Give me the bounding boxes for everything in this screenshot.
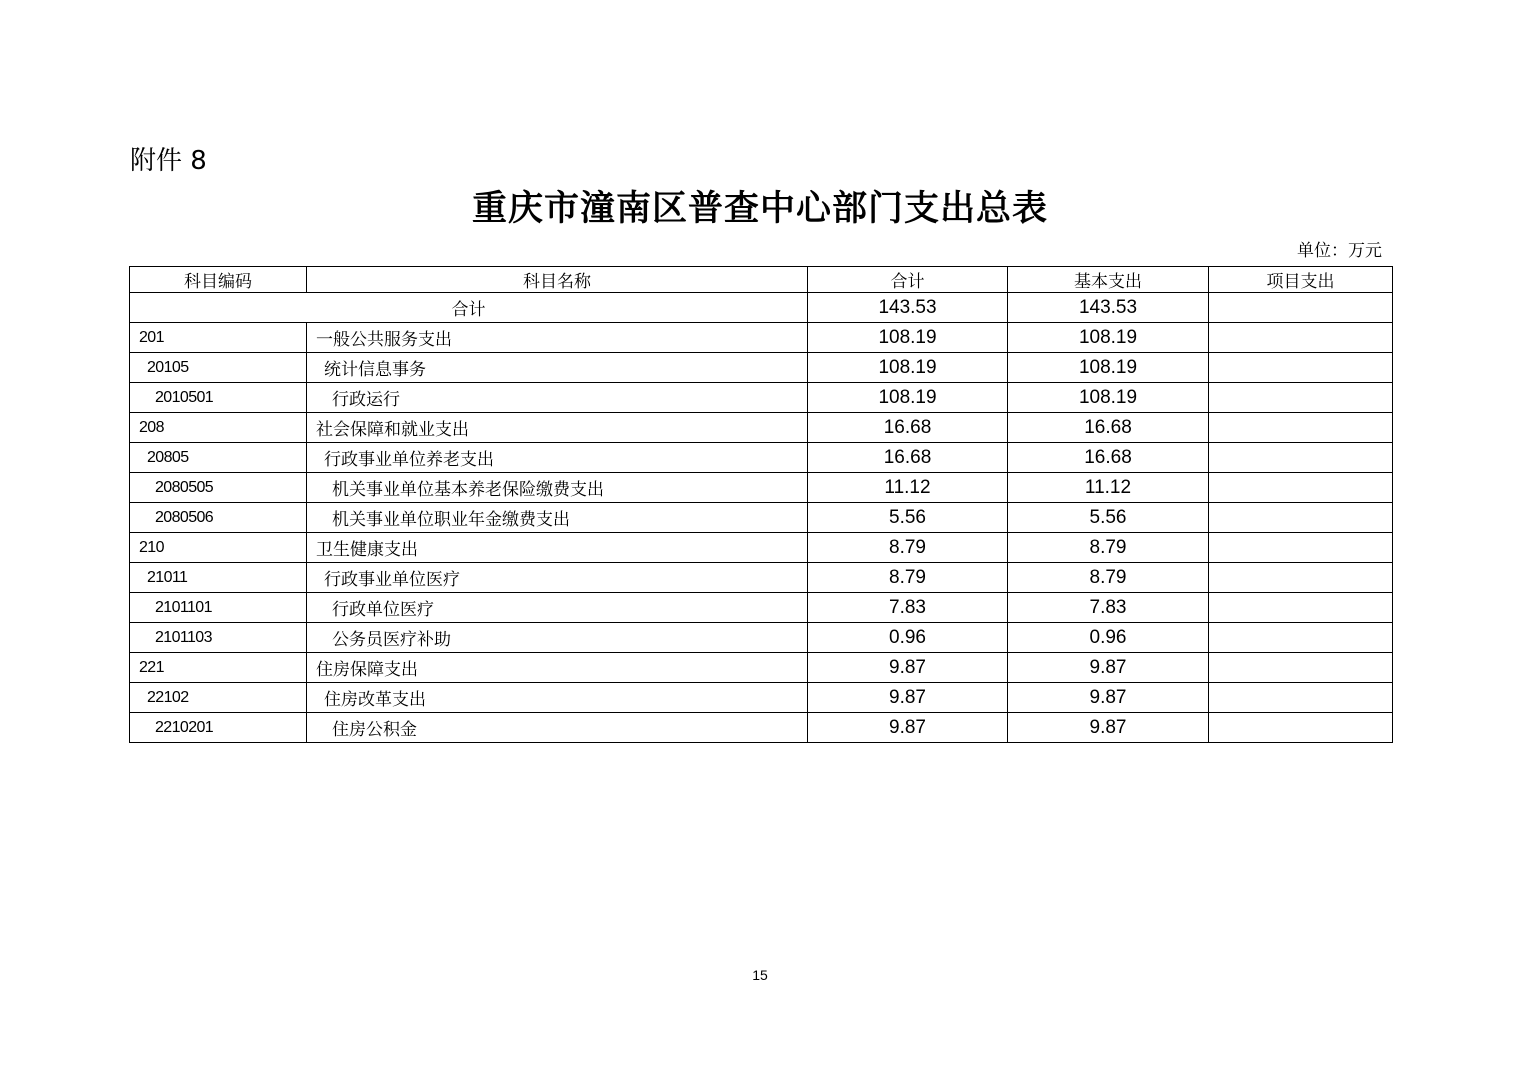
table-row — [130, 323, 1393, 353]
row-name: 机关事业单位基本养老保险缴费支出 — [307, 473, 808, 503]
row-name: 统计信息事务 — [307, 353, 808, 383]
row-code: 20105 — [130, 353, 307, 383]
row-project — [1209, 383, 1393, 413]
row-project — [1209, 473, 1393, 503]
header-basic-expenditure: 基本支出 — [1008, 267, 1209, 293]
header-project-expenditure: 项目支出 — [1209, 267, 1393, 293]
row-code: 210 — [130, 533, 307, 563]
row-project — [1209, 443, 1393, 473]
table-row — [130, 623, 1393, 653]
row-code: 20805 — [130, 443, 307, 473]
row-total: 8.79 — [808, 533, 1008, 563]
row-code: 201 — [130, 323, 307, 353]
table-row — [130, 383, 1393, 413]
expenditure-table — [129, 266, 1393, 743]
row-basic: 16.68 — [1008, 413, 1209, 443]
row-basic: 108.19 — [1008, 383, 1209, 413]
row-total: 9.87 — [808, 713, 1008, 743]
header-subject-name: 科目名称 — [307, 267, 808, 293]
row-project — [1209, 683, 1393, 713]
row-name: 住房改革支出 — [307, 683, 808, 713]
row-basic: 8.79 — [1008, 533, 1209, 563]
row-name: 机关事业单位职业年金缴费支出 — [307, 503, 808, 533]
attachment-label: 附件 8 — [130, 146, 207, 176]
row-total: 9.87 — [808, 653, 1008, 683]
row-project — [1209, 323, 1393, 353]
total-row-label: 合计 — [130, 293, 808, 323]
table-row — [130, 713, 1393, 743]
table-row — [130, 683, 1393, 713]
row-name: 社会保障和就业支出 — [307, 413, 808, 443]
row-project — [1209, 413, 1393, 443]
row-name: 住房公积金 — [307, 713, 808, 743]
row-project — [1209, 353, 1393, 383]
total-row-total: 143.53 — [808, 293, 1008, 323]
row-code: 2101103 — [130, 623, 307, 653]
row-basic: 9.87 — [1008, 713, 1209, 743]
row-project — [1209, 713, 1393, 743]
table-row — [130, 353, 1393, 383]
row-code: 221 — [130, 653, 307, 683]
page-title: 重庆市潼南区普查中心部门支出总表 — [471, 188, 1048, 229]
row-basic: 7.83 — [1008, 593, 1209, 623]
row-total: 11.12 — [808, 473, 1008, 503]
table-row — [130, 473, 1393, 503]
total-row-basic: 143.53 — [1008, 293, 1209, 323]
row-name: 行政事业单位医疗 — [307, 563, 808, 593]
row-code: 22102 — [130, 683, 307, 713]
row-project — [1209, 623, 1393, 653]
row-basic: 8.79 — [1008, 563, 1209, 593]
row-basic: 9.87 — [1008, 653, 1209, 683]
row-total: 108.19 — [808, 383, 1008, 413]
table-row — [130, 563, 1393, 593]
table-row — [130, 413, 1393, 443]
row-basic: 5.56 — [1008, 503, 1209, 533]
row-code: 2210201 — [130, 713, 307, 743]
row-name: 行政运行 — [307, 383, 808, 413]
row-total: 108.19 — [808, 323, 1008, 353]
row-code: 2080505 — [130, 473, 307, 503]
row-project — [1209, 533, 1393, 563]
table-row — [130, 503, 1393, 533]
row-total: 108.19 — [808, 353, 1008, 383]
row-code: 21011 — [130, 563, 307, 593]
row-basic: 16.68 — [1008, 443, 1209, 473]
row-name: 住房保障支出 — [307, 653, 808, 683]
row-basic: 11.12 — [1008, 473, 1209, 503]
row-name: 卫生健康支出 — [307, 533, 808, 563]
header-total: 合计 — [808, 267, 1008, 293]
row-name: 一般公共服务支出 — [307, 323, 808, 353]
row-basic: 108.19 — [1008, 353, 1209, 383]
table-row — [130, 533, 1393, 563]
row-project — [1209, 563, 1393, 593]
row-project — [1209, 593, 1393, 623]
row-code: 208 — [130, 413, 307, 443]
row-total: 9.87 — [808, 683, 1008, 713]
row-total: 8.79 — [808, 563, 1008, 593]
table-row — [130, 443, 1393, 473]
row-total: 16.68 — [808, 413, 1008, 443]
row-basic: 0.96 — [1008, 623, 1209, 653]
row-code: 2101101 — [130, 593, 307, 623]
table-row — [130, 593, 1393, 623]
row-total: 7.83 — [808, 593, 1008, 623]
row-name: 行政事业单位养老支出 — [307, 443, 808, 473]
row-name: 公务员医疗补助 — [307, 623, 808, 653]
page-number: 15 — [752, 967, 768, 983]
row-total: 16.68 — [808, 443, 1008, 473]
row-code: 2080506 — [130, 503, 307, 533]
table-header-row — [130, 267, 1393, 293]
row-basic: 9.87 — [1008, 683, 1209, 713]
row-total: 0.96 — [808, 623, 1008, 653]
total-row — [130, 293, 1393, 323]
row-basic: 108.19 — [1008, 323, 1209, 353]
row-project — [1209, 503, 1393, 533]
row-project — [1209, 653, 1393, 683]
row-name: 行政单位医疗 — [307, 593, 808, 623]
row-code: 2010501 — [130, 383, 307, 413]
total-row-project — [1209, 293, 1393, 323]
header-subject-code: 科目编码 — [130, 267, 307, 293]
table-row — [130, 653, 1393, 683]
row-total: 5.56 — [808, 503, 1008, 533]
unit-label: 单位：万元 — [1297, 241, 1382, 261]
